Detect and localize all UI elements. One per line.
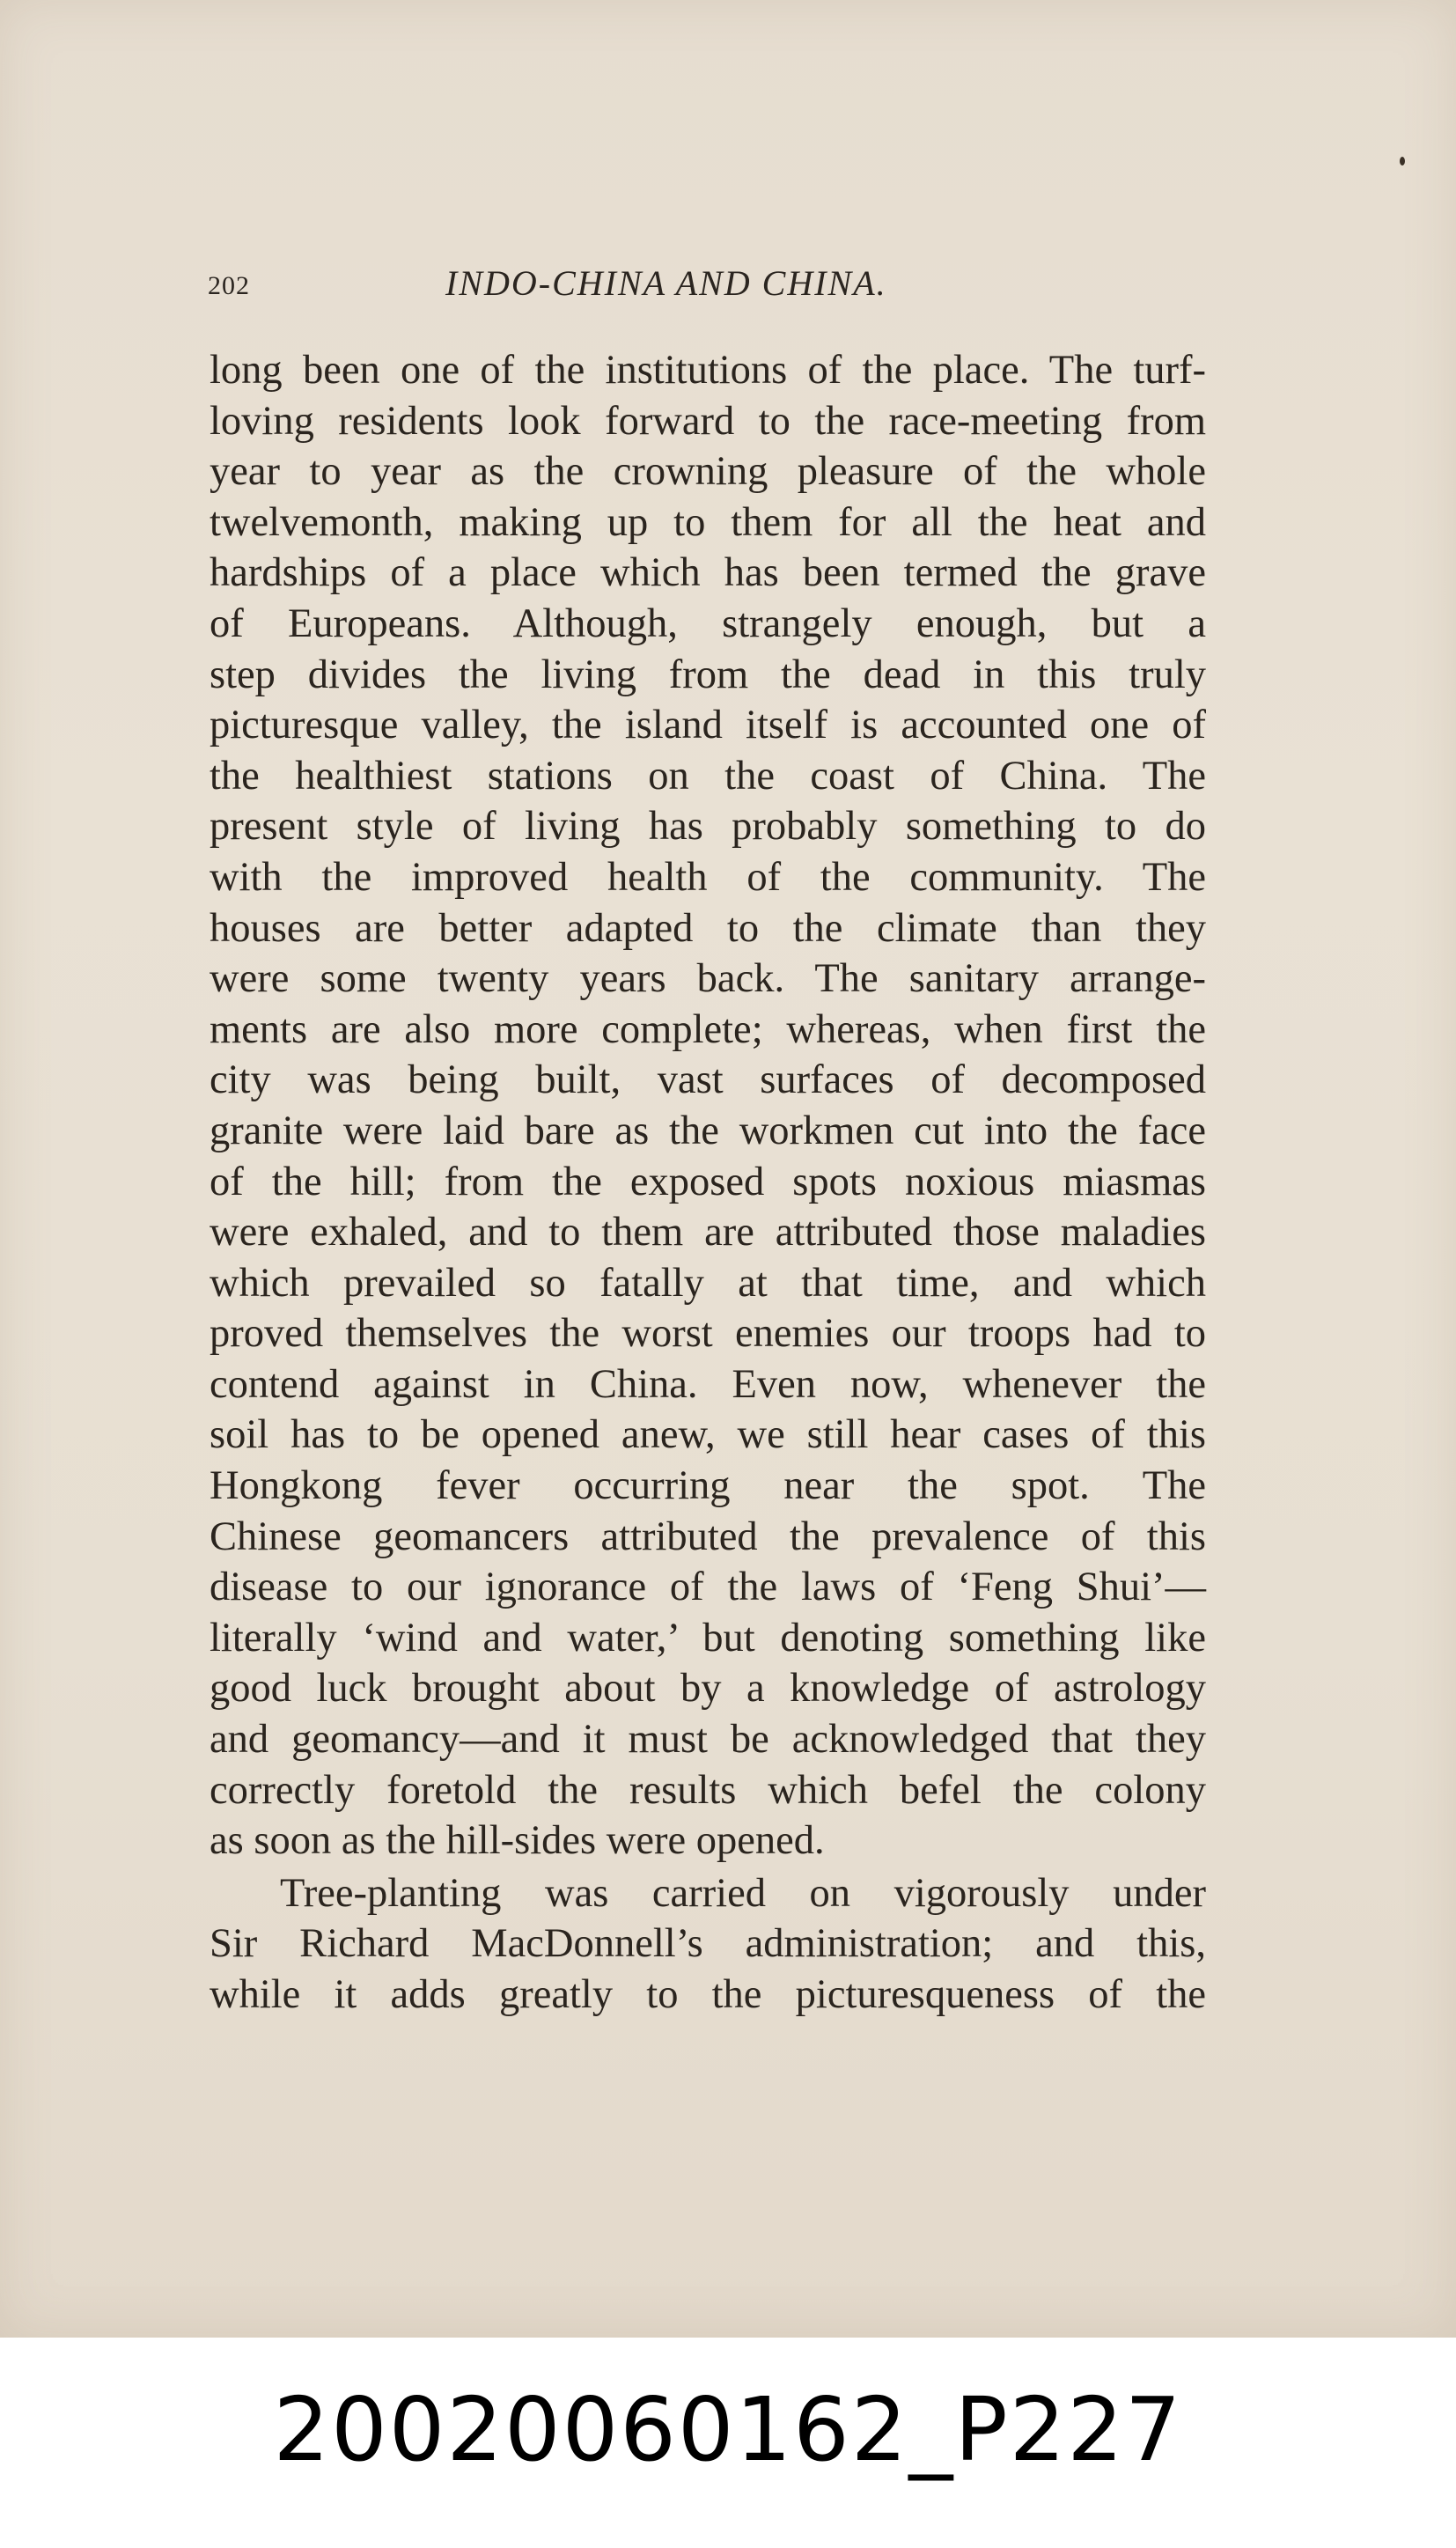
text-line: long been one of the institutions of the place. The turf-: [210, 348, 1206, 393]
text-line: literally ‘wind and water,’ but denoting something like: [210, 1615, 1206, 1661]
text-line: with the improved health of the community. The: [210, 854, 1206, 900]
page-number: 202: [208, 271, 250, 300]
text-line: and geomancy—and it must be acknowledged that they: [210, 1717, 1206, 1763]
text-line: while it adds greatly to the picturesqueness of the: [210, 1972, 1206, 2017]
text-line: present style of living has probably something to do: [210, 804, 1206, 850]
text-line: picturesque valley, the island itself is accounted one of: [210, 703, 1206, 748]
text-line: Sir Richard MacDonnell’s administration; and this,: [210, 1921, 1206, 1967]
text-line: proved themselves the worst enemies our troops had to: [210, 1311, 1206, 1357]
paragraph: [210, 345, 1206, 1867]
text-line: the healthiest stations on the coast of China. The: [210, 753, 1206, 799]
text-line: contend against in China. Even now, whenever the: [210, 1361, 1206, 1407]
text-line: of the hill; from the exposed spots noxious miasmas: [210, 1159, 1206, 1204]
text-line: correctly foretold the results which befel the colony: [210, 1767, 1206, 1813]
text-line: Tree-planting was carried on vigorously under: [280, 1870, 1206, 1916]
text-line: houses are better adapted to the climate than they: [210, 905, 1206, 951]
running-title: INDO-CHINA AND CHINA.: [445, 263, 887, 303]
text-line: were exhaled, and to them are attributed those maladies: [210, 1210, 1206, 1256]
text-line: as soon as the hill-sides were opened.: [210, 1818, 825, 1864]
text-line: year to year as the crowning pleasure of the whole: [210, 449, 1206, 495]
text-line: of Europeans. Although, strangely enough, but a: [210, 600, 1206, 646]
ink-speck: [1400, 157, 1405, 166]
text-line: hardships of a place which has been termed the grave: [210, 550, 1206, 596]
text-line: were some twenty years back. The sanitary arrange-: [210, 956, 1206, 1002]
text-line: twelvemonth, making up to them for all the heat and: [210, 499, 1206, 545]
running-head: [208, 262, 1211, 306]
paragraph: [210, 1868, 1206, 2021]
body-text: [210, 345, 1206, 2021]
scan-identifier: 20020060162_P227: [273, 2378, 1183, 2481]
text-line: soil has to be opened anew, we still hear cases of this: [210, 1412, 1206, 1458]
text-line: granite were laid bare as the workmen cut into the face: [210, 1108, 1206, 1153]
text-line: Chinese geomancers attributed the prevalence of this: [210, 1513, 1206, 1559]
text-line: Hongkong fever occurring near the spot. The: [210, 1463, 1206, 1509]
text-line: city was being built, vast surfaces of decomposed: [210, 1057, 1206, 1103]
text-line: which prevailed so fatally at that time, and which: [210, 1260, 1206, 1306]
text-line: disease to our ignorance of the laws of ‘Feng Shui’—: [210, 1565, 1206, 1610]
text-line: step divides the living from the dead in this truly: [210, 652, 1206, 697]
text-line: loving residents look forward to the race-meeting from: [210, 398, 1206, 444]
text-line: ments are also more complete; whereas, when first the: [210, 1006, 1206, 1052]
text-line: good luck brought about by a knowledge of astrology: [210, 1666, 1206, 1712]
